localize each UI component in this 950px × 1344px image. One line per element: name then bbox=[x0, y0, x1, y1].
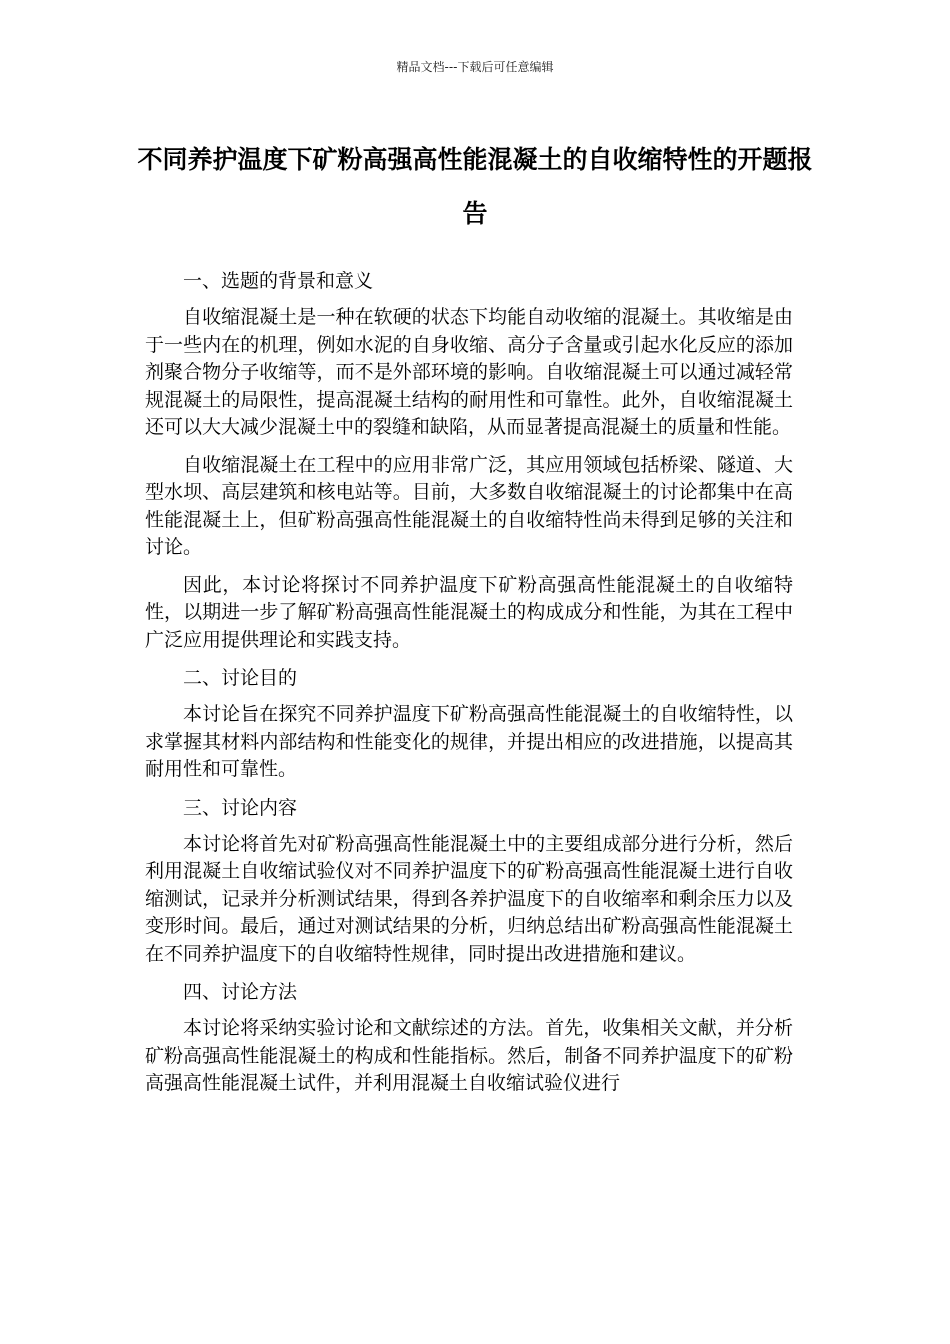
paragraph: 自收缩混凝土是一种在软硬的状态下均能自动收缩的混凝土。其收缩是由于一些内在的机理，例如水泥的自身收缩、高分子含量或引起水化反应的添加剂聚合物分子收缩等，而不是外部环境的影响。自收缩混凝土可以通过减轻常规混凝土的局限性，提高混凝土结构的耐用性和可靠性。此外，自收缩混凝土还可以大大减少混凝土中的裂缝和缺陷，从而显著提高混凝土的质量和性能。 bbox=[145, 306, 793, 438]
paragraph: 本讨论将首先对矿粉高强高性能混凝土中的主要组成部分进行分析，然后利用混凝土自收缩试验仪对不同养护温度下的矿粉高强高性能混凝土进行自收缩测试，记录并分析测试结果，得到各养护温度下的自收缩率和剩余压力以及变形时间。最后，通过对测试结果的分析，归纳总结出矿粉高强高性能混凝土在不同养护温度下的自收缩特性规律，同时提出改进措施和建议。 bbox=[145, 832, 793, 965]
section-background bbox=[145, 267, 793, 654]
section-heading: 二、讨论目的 bbox=[183, 667, 298, 689]
section-heading: 一、选题的背景和意义 bbox=[183, 270, 374, 292]
document-title: 不同养护温度下矿粉高强高性能混凝土的自收缩特性的开题报告 bbox=[137, 145, 813, 228]
paragraph: 本讨论将采纳实验讨论和文献综述的方法。首先，收集相关文献，并分析矿粉高强高性能混凝土的构成和性能指标。然后，制备不同养护温度下的矿粉高强高性能混凝土试件，并利用混凝土自收缩试验仪进行 bbox=[145, 1017, 793, 1094]
header-note: 精品文档---下载后可任意编辑 bbox=[396, 60, 554, 74]
section-content bbox=[145, 794, 793, 969]
section-method bbox=[145, 978, 793, 1098]
section-heading: 四、讨论方法 bbox=[183, 981, 298, 1003]
paragraph: 本讨论旨在探究不同养护温度下矿粉高强高性能混凝土的自收缩特性，以求掌握其材料内部结构和性能变化的规律，并提出相应的改进措施，以提高其耐用性和可靠性。 bbox=[145, 703, 793, 780]
section-purpose bbox=[145, 664, 793, 784]
paragraph: 因此，本讨论将探讨不同养护温度下矿粉高强高性能混凝土的自收缩特性，以期进一步了解矿粉高强高性能混凝土的构成成分和性能，为其在工程中广泛应用提供理论和实践支持。 bbox=[145, 573, 793, 651]
section-heading: 三、讨论内容 bbox=[183, 796, 298, 819]
document-body bbox=[145, 267, 793, 1108]
paragraph: 自收缩混凝土在工程中的应用非常广泛，其应用领域包括桥梁、隧道、大型水坝、高层建筑和核电站等。目前，大多数自收缩混凝土的讨论都集中在高性能混凝土上，但矿粉高强高性能混凝土的自收缩特性尚未得到足够的关注和讨论。 bbox=[145, 453, 793, 558]
